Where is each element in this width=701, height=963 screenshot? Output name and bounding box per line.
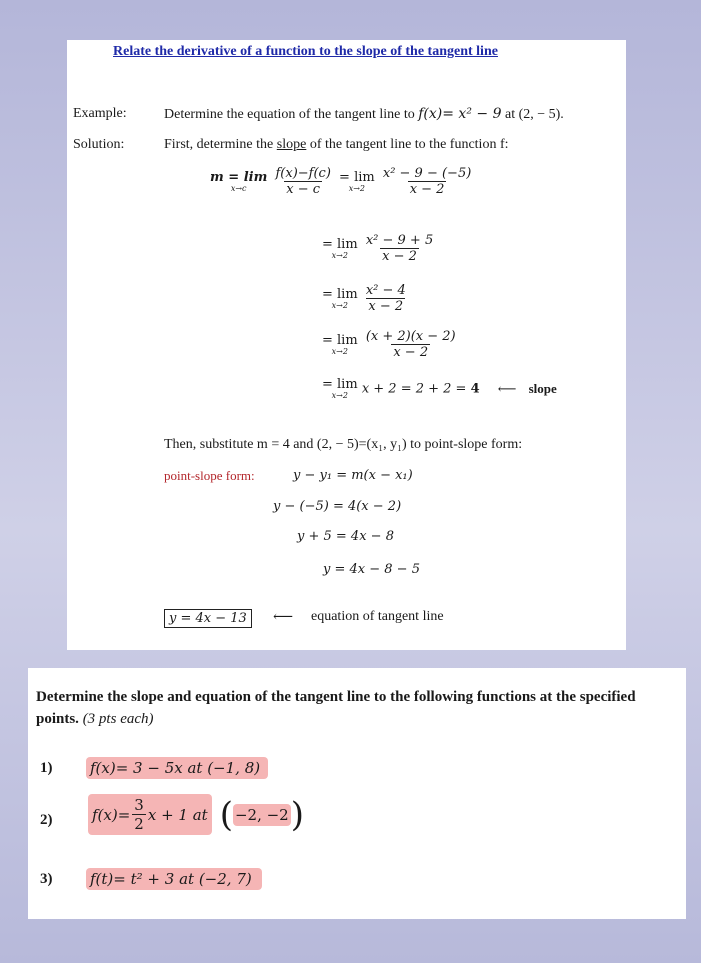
slope-note: slope xyxy=(528,380,557,396)
problem-2-pre: f(x)= xyxy=(92,805,131,824)
lim-subscript-2a: x→2 xyxy=(348,183,366,193)
frac4-denominator: x − 2 xyxy=(368,299,404,314)
example-text xyxy=(164,106,564,123)
problem-2-highlight xyxy=(88,794,212,835)
instructions-bold: Determine the slope and equation of the tangent line to the following functions at the specified points. xyxy=(36,689,636,727)
eq-lim-2: = lim xyxy=(322,236,358,252)
frac3-numerator: x² − 9 + 5 xyxy=(365,233,434,248)
slope-arrow-icon: ⟵ xyxy=(497,381,517,397)
problem-1-expression: f(x)= 3 − 5x at (−1, 8) xyxy=(86,757,268,779)
frac4-numerator: x² − 4 xyxy=(365,283,406,298)
example-text-pre: Determine the equation of the tangent line to xyxy=(164,107,419,122)
step-2: y + 5 = 4x − 8 xyxy=(297,529,394,544)
problem-2-point: −2, −2 xyxy=(234,805,289,824)
exercise-panel xyxy=(28,668,686,919)
problem-2-left-paren: ( xyxy=(219,794,233,835)
answer-arrow-icon: ⟵ xyxy=(273,609,294,625)
eq-lim-3: = lim xyxy=(322,286,358,302)
eq-lim-5: = lim xyxy=(322,377,358,392)
frac3-denominator: x − 2 xyxy=(382,249,417,264)
problem-2-right-paren: ) xyxy=(290,794,304,835)
answer-note: equation of tangent line xyxy=(311,609,444,624)
slope-value: 4 xyxy=(470,381,480,397)
problem-2-frac-num: 3 xyxy=(134,796,144,814)
problem-2-post: x + 1 at xyxy=(147,805,208,824)
solution-text xyxy=(164,137,509,153)
lesson-title: Relate the derivative of a function to the slope of the tangent line xyxy=(113,44,498,59)
limit-line-4 xyxy=(322,329,460,360)
frac5-denominator: x − 2 xyxy=(393,345,429,360)
m-eq-lim: m = lim xyxy=(210,169,268,185)
lim-subscript-2d: x→2 xyxy=(331,346,348,356)
solution-text-pre: First, determine the xyxy=(164,137,277,152)
frac2-numerator: x² − 9 − (−5) xyxy=(382,166,472,181)
limit-line-1 xyxy=(210,166,475,197)
problem-2-expression xyxy=(88,794,304,835)
problem-1-number: 1) xyxy=(40,760,53,776)
problem-3-expression: f(t)= t² + 3 at (−2, 7) xyxy=(86,868,262,890)
lim-subscript-2b: x→2 xyxy=(331,250,348,260)
exercise-instructions xyxy=(36,686,681,730)
eq-lim-4: = lim xyxy=(322,332,358,348)
solution-text-post: of the tangent line to the function f: xyxy=(306,137,509,152)
problem-2-frac-den: 2 xyxy=(134,815,144,833)
final-answer-box: y = 4x − 13 xyxy=(164,609,252,628)
worked-example-panel xyxy=(67,40,626,650)
limit-line-5 xyxy=(322,378,557,400)
substitute-text: Then, substitute m = 4 and (2, − 5)=(x₁, y₁) to point-slope form: xyxy=(164,437,523,452)
solution-label: Solution: xyxy=(73,137,125,152)
eq-lim-1: = lim xyxy=(339,169,375,185)
solution-slope-word: slope xyxy=(276,137,307,152)
final-limit-expression: x + 2 = 2 + 2 = xyxy=(361,381,471,397)
point-slope-equation: y − y₁ = m(x − x₁) xyxy=(293,468,413,483)
instructions-points: (3 pts each) xyxy=(82,711,154,727)
step-3: y = 4x − 8 − 5 xyxy=(323,562,420,577)
lim-subscript-2e: x→2 xyxy=(331,391,348,400)
frac2-denominator: x − 2 xyxy=(409,182,445,197)
lim-subscript-2c: x→2 xyxy=(331,300,348,310)
problem-2-number: 2) xyxy=(40,812,53,828)
example-function: f(x)= x² − 9 xyxy=(418,106,502,122)
frac5-numerator: (x + 2)(x − 2) xyxy=(365,329,456,344)
point-slope-label: point-slope form: xyxy=(164,468,255,483)
lim-subscript-c: x→c xyxy=(230,183,247,193)
problem-3-number: 3) xyxy=(40,871,53,887)
frac1-numerator: f(x)−f(c) xyxy=(275,166,331,181)
frac1-denominator: x − c xyxy=(286,182,321,197)
step-1: y − (−5) = 4(x − 2) xyxy=(273,499,402,514)
example-label: Example: xyxy=(73,106,127,121)
limit-line-3 xyxy=(322,283,410,314)
example-text-post: at (2, − 5). xyxy=(501,107,564,122)
limit-line-2 xyxy=(322,233,437,264)
